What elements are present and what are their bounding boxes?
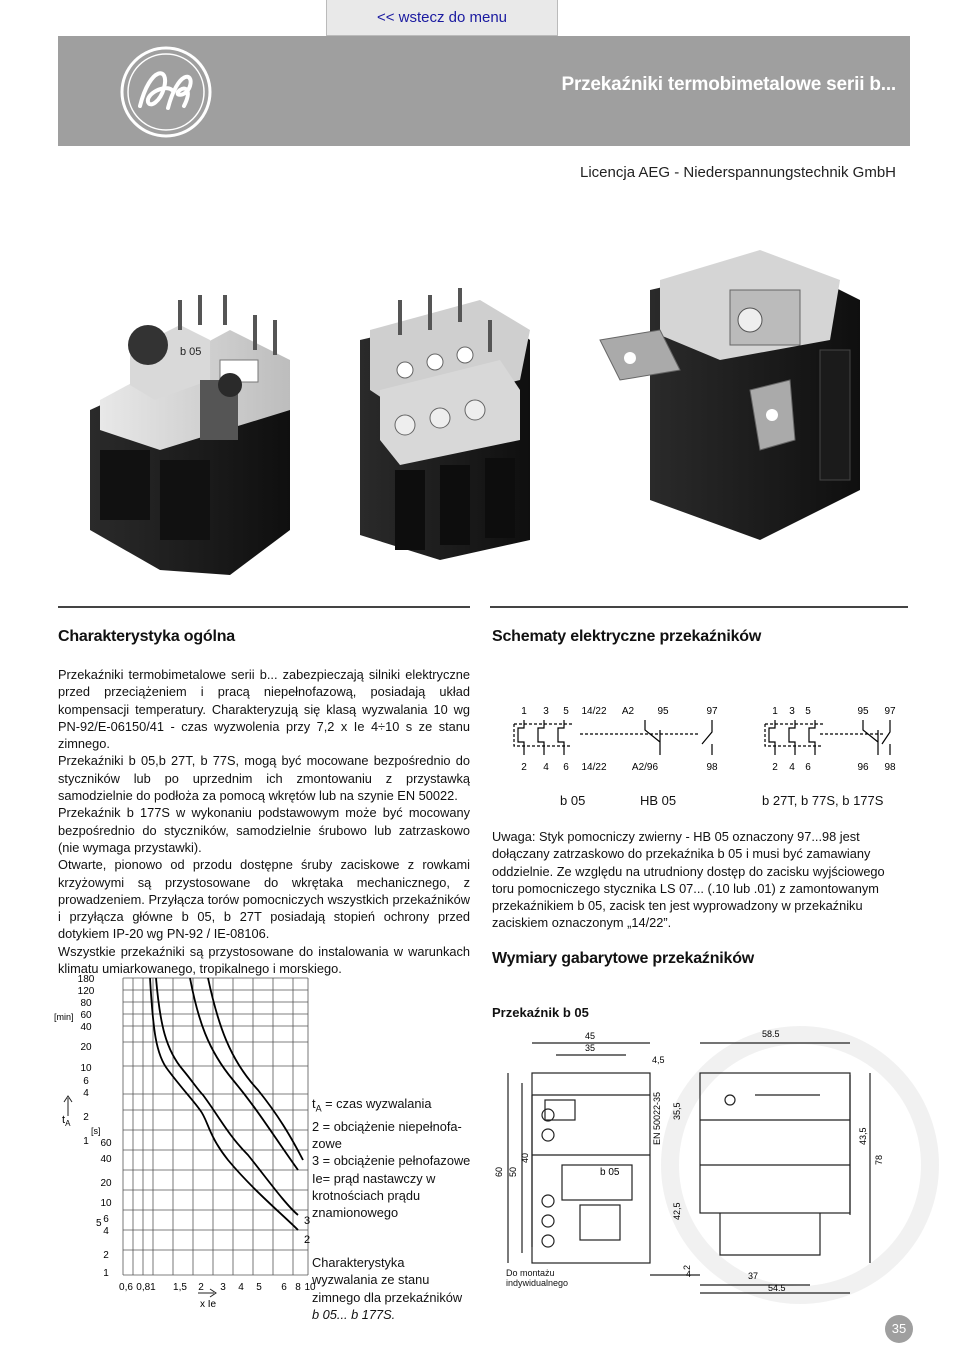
schem-left-top-label: A2: [621, 706, 635, 717]
y-tick-min: 120: [77, 986, 95, 997]
y-tick-min: 20: [80, 1042, 92, 1053]
thermal-elements: [514, 720, 572, 755]
y-tick-min: 60: [80, 1010, 92, 1021]
relay-b77s-photo: [600, 250, 860, 540]
section-rule-right: [490, 606, 908, 608]
schem-left-top-label: 97: [706, 706, 718, 717]
thermal-frame: [514, 724, 572, 746]
thermal-element: [809, 720, 815, 755]
schem-left-bottom-label: 14/22: [581, 762, 607, 773]
thermal-element: [558, 720, 564, 755]
x-tick: 0,6: [119, 1282, 133, 1293]
ge-logo: [120, 46, 212, 138]
y-tick-min: 6: [83, 1076, 89, 1087]
y-tick-min: 180: [77, 974, 95, 985]
schem-right-top-label: 97: [884, 706, 896, 717]
schem-right-top-label: 1: [772, 706, 778, 717]
dimensions-subtitle: Przekaźnik b 05: [492, 1005, 589, 1020]
general-p4: Otwarte, pionowo od przodu dostępne śruby zaciskowe z rowkami krzyżowymi są przystosowane do wkrętaka mechanicznego, z prowadzeniem. Przyłącza torów pomocniczych wszystkich przekaźników i przyłącza główne b 05, b 27T posiadają stopień ochrony przed dotykiem IP-20 wg PN-92 / IE-08106.: [58, 857, 470, 942]
y-unit-s: [s]: [91, 1126, 101, 1136]
x-tick: 4: [238, 1282, 244, 1293]
chart-caption: Charakterystyka wyzwalania ze stanu zimnego dla przekaźników b 05... b 177S.: [312, 1255, 463, 1322]
page-number: 35: [885, 1315, 913, 1343]
dim-42-5: 42,5: [672, 1202, 682, 1220]
legend-ie: Ie= prąd nastawczy w krotnościach prądu znamionowego: [312, 1170, 436, 1221]
x-tick: 1,5: [173, 1282, 187, 1293]
general-p3: Przekaźnik b 177S w wykonaniu podstawowym może być mocowany bezpośrednio do styczników, samodzielnie śrubowo lub zatrzaskowo (nie wymaga przystawki).: [58, 805, 470, 855]
dim-58-5: 58.5: [762, 1029, 780, 1039]
thermal-frame: [765, 724, 823, 746]
schem-left-top-label: 14/22: [581, 706, 607, 717]
dim-4-5: 4,5: [652, 1055, 665, 1065]
chart-legend: [312, 1095, 472, 1222]
y-tick-s: 60: [100, 1138, 112, 1149]
schem-left-bottom-label: 6: [563, 762, 569, 773]
schem-left-top-label: 1: [521, 706, 527, 717]
section-rule-left: [58, 606, 470, 608]
series-label-2: 2: [304, 1234, 311, 1246]
back-to-menu-button[interactable]: << wstecz do menu: [326, 0, 558, 36]
dim-54-5: 54.5: [768, 1283, 786, 1293]
mount-note: Do montażu indywidualnego: [506, 1268, 569, 1288]
dim-45: 45: [585, 1031, 596, 1041]
section-title-dimensions: Wymiary gabarytowe przekaźników: [492, 950, 755, 967]
contact-no: [702, 720, 712, 755]
thermal-element: [769, 720, 775, 755]
general-p1: Przekaźniki termobimetalowe serii b... zabezpieczają silniki elektryczne przed przeciążeniem i pracą niepełnofazową, posiadają układ kompensacji temperatury. Charakteryzują się klasą wyzwalania 10 wg PN-92/E-06150/41 - czas wyzwolenia przy 7,2 x Ie 4÷10 s ze stanu zimnego.: [58, 667, 470, 752]
general-p2: Przekaźniki b 05,b 27T, b 77S, mogą być mocowane bezpośrednio do styczników lub po uprzednim ich zmontowaniu z przystawką samodzielnie do podłoża za pomocą wkrętów lub na szynie EN 50022.: [58, 753, 470, 804]
chart-curve-4: [208, 978, 303, 1160]
dimension-drawing: [490, 1015, 910, 1305]
x-tick: 8: [295, 1282, 301, 1293]
dim-35: 35: [585, 1043, 596, 1053]
chart-curve-1: [150, 978, 298, 1230]
y-tick-min: 1: [83, 1136, 89, 1147]
svg-text:b 05: b 05: [180, 346, 202, 358]
page-title: Przekaźniki termobimetalowe serii b...: [561, 74, 896, 95]
contact-nc-right: [863, 720, 878, 755]
schem-right-bottom-label: 98: [884, 762, 896, 773]
dim-4: 4: [686, 1269, 692, 1279]
schem-right-bottom-label: 2: [772, 762, 778, 773]
schem-left-bottom-label: A2/96: [631, 762, 659, 773]
relay-b05-photo: [90, 295, 290, 575]
schem-right-bottom-label: 6: [805, 762, 811, 773]
y-tick-min: 10: [80, 1063, 92, 1074]
x-tick: 2: [198, 1282, 204, 1293]
schem-left-bottom-label: 2: [521, 762, 527, 773]
header-banner: [58, 36, 910, 146]
x-tick: 10: [304, 1282, 316, 1293]
y-tick-min: 2: [83, 1112, 89, 1123]
y-tick-s: 6: [103, 1214, 109, 1225]
schem-left-bottom-label: 98: [706, 762, 718, 773]
y-tick-s: 10: [100, 1198, 112, 1209]
schem-left-top-label: 5: [563, 706, 569, 717]
product-photo: [60, 240, 880, 585]
y-tick-min: 40: [80, 1022, 92, 1033]
y-tick-s: 20: [100, 1178, 112, 1189]
y-tick-min: 4: [83, 1088, 89, 1099]
x-axis-label: x Ie: [199, 1299, 217, 1310]
dim-35-5: 35,5: [672, 1102, 682, 1120]
y-axis-label: $t_A$: [62, 1114, 71, 1128]
dim-78: 78: [874, 1154, 884, 1165]
series-label-3: 3: [304, 1215, 311, 1227]
y-tick-s: 40: [100, 1154, 112, 1165]
x-tick: 5: [256, 1282, 262, 1293]
schem-left-bottom-label: 4: [543, 762, 549, 773]
y-unit-min: [min]: [54, 1012, 74, 1022]
section-title-schematics: Schematy elektryczne przekaźników: [492, 628, 762, 645]
y-extra: 5: [96, 1218, 102, 1229]
y-arrow: [64, 1096, 72, 1116]
thermal-element: [538, 720, 544, 755]
contact-no-right: [882, 720, 890, 755]
schem-right-top-label: 95: [857, 706, 869, 717]
caption-b05: b 05: [560, 793, 586, 808]
thermal-elements: [765, 720, 823, 755]
contact-nc: [645, 720, 660, 755]
dim-en: EN 50022-35: [652, 1091, 662, 1145]
general-text: [58, 666, 470, 977]
y-tick-s: 2: [103, 1250, 109, 1261]
caption-hb05: HB 05: [640, 793, 677, 808]
x-tick: 3: [220, 1282, 226, 1293]
dim-50: 50: [508, 1166, 518, 1177]
schematic-note: Uwaga: Styk pomocniczy zwierny - HB 05 oznaczony 97...98 jest dołączany zatrzaskowo do przekaźnika b 05 i musi być zamawiany oddzielnie. Ze względu na utrudniony dostęp do zacisku wyjściowego toru pomocniczego stycznika LS 07... (.10 lub .01) z zamontowanym przekaźnikiem b 05, zacisk ten jest wyprowadzony w przekaźniku zaciskiem oznaczonym „14/22”.: [492, 829, 885, 931]
legend-3: 3 = obciążenie pełnofazowe: [312, 1153, 471, 1169]
section-title-general: Charakterystyka ogólna: [58, 628, 236, 645]
trip-characteristic-chart: [54, 970, 318, 1315]
schem-right-top-label: 3: [789, 706, 795, 717]
dim-43-5: 43,5: [858, 1127, 868, 1145]
legend-2: 2 = obciążenie niepełnofa-zowe: [312, 1118, 462, 1152]
thermal-element: [789, 720, 795, 755]
aux-contacts: [580, 720, 890, 755]
label-b05: b 05: [600, 1167, 620, 1178]
schem-right-top-label: 5: [805, 706, 811, 717]
schem-right-bottom-label: 96: [857, 762, 869, 773]
x-tick: 0,81: [136, 1282, 156, 1293]
dim-2: 2: [682, 1264, 692, 1270]
license-text: Licencja AEG - Niederspannungstechnik GmbH: [580, 164, 896, 181]
schem-left-top-label: 95: [657, 706, 669, 717]
y-tick-s: 4: [103, 1226, 109, 1237]
schem-left-top-label: 3: [543, 706, 549, 717]
general-p5: Wszystkie przekaźniki są przystosowane do instalowania w warunkach klimatu umiarkowanego, tropikalnego i morskiego.: [58, 943, 470, 977]
schem-right-bottom-label: 4: [789, 762, 795, 773]
dim-60: 60: [494, 1166, 504, 1177]
dim-40: 40: [520, 1152, 530, 1163]
y-tick-s: 1: [103, 1268, 109, 1279]
legend-ta: $t_A$ = czas wyzwalania: [312, 1096, 432, 1114]
dim-37: 37: [748, 1271, 759, 1281]
y-tick-min: 80: [80, 998, 92, 1009]
relay-b27t-photo: [360, 288, 530, 560]
caption-b27t: b 27T, b 77S, b 177S: [762, 793, 884, 808]
schematic-diagrams: [490, 700, 910, 780]
thermal-element: [518, 720, 524, 755]
x-tick: 6: [281, 1282, 287, 1293]
chart-curve-2: [156, 978, 298, 1215]
